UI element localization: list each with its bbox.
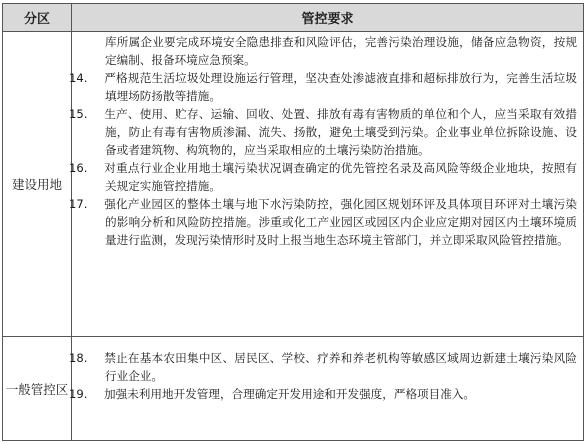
table-row [3,337,584,441]
requirement-text: 库所属企业要完成环境安全隐患排查和风险评估，完善污染治理设施，储备应急物资，按规定编制、报备环境应急预案。 [105,35,577,67]
requirement-text: 强化产业园区的整体土壤与地下水污染防控，强化园区规划环评及具体项目环评对土壤污染的影响分析和风险防控措施。涉重或化工产业园区或园区内企业应定期对园区内土壤环境质量进行监测，发现污染情形时及时上报当地生态环境主管部门，并立即采取风险管控措施。 [104,197,577,247]
zone-cell: 一般管控区 [3,337,72,441]
header-requirements: 管控要求 [72,4,584,32]
requirement-number: 19. [69,387,88,401]
requirement-number: 14. [69,71,88,85]
requirements-cell [69,337,584,441]
requirement-item [69,349,577,385]
requirements-cell [69,32,584,337]
table-header-row [3,4,584,32]
requirement-text: 对重点行业企业用地土壤污染状况调查确定的优先管控名录及高风险等级企业地块，按照有关规定实施管控措施。 [104,161,577,193]
requirement-item [69,159,577,195]
requirement-text: 严格规范生活垃圾处理设施运行管理，坚决查处渗滤液直排和超标排放行为，完善生活垃圾填埋场防扬散等措施。 [104,71,577,103]
header-zone: 分区 [3,4,72,32]
requirement-item [69,195,577,249]
requirement-text: 加强未利用地开发管理，合理确定开发用途和开发强度，严格项目准入。 [104,387,476,401]
requirement-item [69,105,577,159]
requirement-text: 禁止在基本农田集中区、居民区、学校、疗养和养老机构等敏感区域周边新建土壤污染风险行业企业。 [104,351,577,383]
requirement-item [88,33,577,69]
requirement-item [69,69,577,105]
requirement-number: 15. [69,107,88,121]
requirement-item [69,385,577,403]
requirement-number: 18. [69,351,88,365]
requirement-number: 17. [69,197,88,211]
requirement-number: 16. [69,161,88,175]
control-requirements-table [2,3,584,441]
requirement-text: 生产、使用、贮存、运输、回收、处置、排放有毒有害物质的单位和个人，应当采取有效措施，防止有毒有害物质渗漏、流失、扬散，避免土壤受到污染。企业事业单位拆除设施、设备或者建筑物、构筑物的，应当采取相应的土壤污染防治措施。 [104,107,577,157]
table-row [3,32,584,337]
zone-cell: 建设用地 [3,32,72,337]
